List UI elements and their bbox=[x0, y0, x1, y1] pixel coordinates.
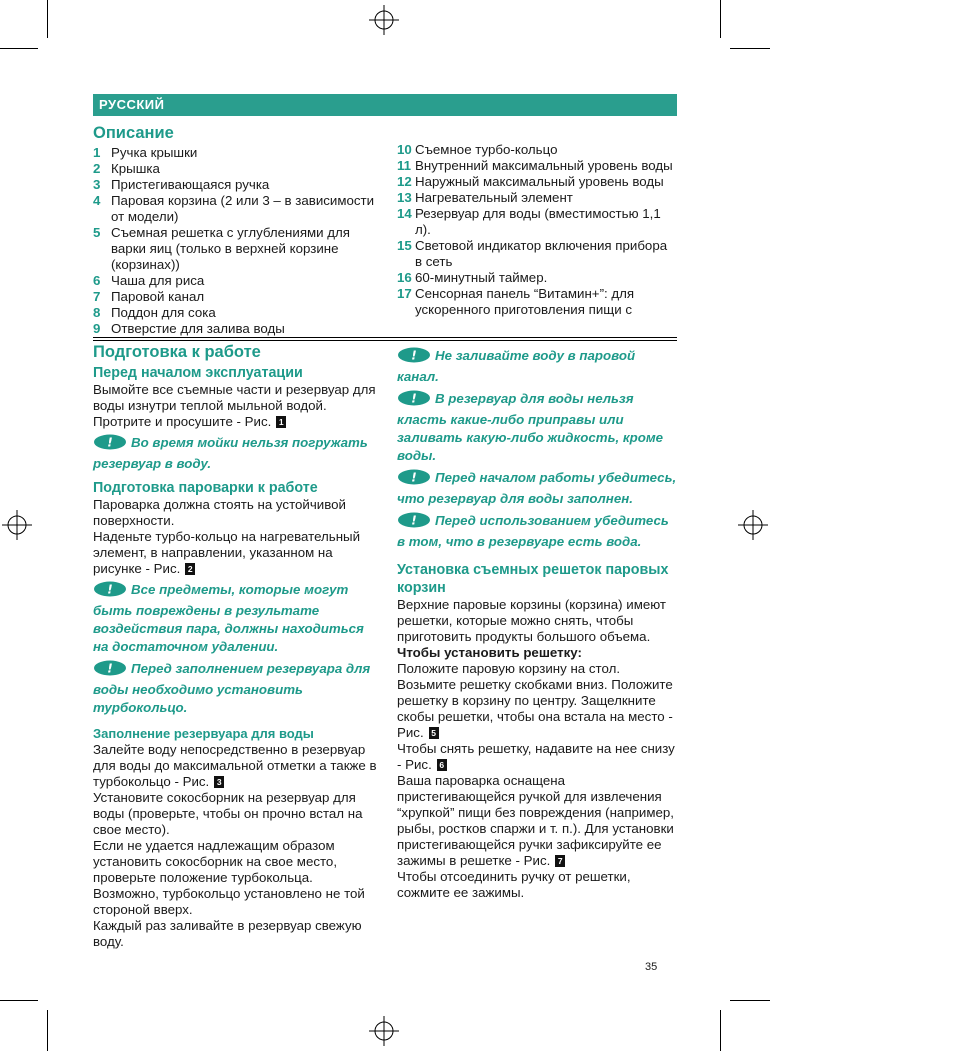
paragraph-text: Положите паровую корзину на стол. Возьмите решетку скобками вниз. Положите решетку в корзину по центру. Защелкните скобы решетки, чтобы она встала на место - Рис. bbox=[397, 661, 673, 740]
registration-mark-icon bbox=[369, 1016, 399, 1046]
warning-text: Перед заполнением резервуара для воды необходимо установить турбокольцо. bbox=[93, 661, 371, 715]
item-text: Паровой канал bbox=[111, 289, 205, 304]
paragraph-text: Протрите и просушите - Рис. bbox=[93, 414, 272, 429]
list-item bbox=[93, 193, 378, 225]
warning-icon bbox=[397, 512, 431, 533]
warning-text: В резервуар для воды нельзя класть какие-либо приправы или заливать какую-либо жидкость, кроме воды. bbox=[397, 391, 664, 463]
item-text: Нагревательный элемент bbox=[415, 190, 573, 205]
item-text: Крышка bbox=[111, 161, 160, 176]
figure-ref: 3 bbox=[214, 776, 224, 788]
warning-note bbox=[397, 469, 679, 508]
list-item bbox=[93, 177, 378, 193]
section-divider bbox=[93, 340, 677, 341]
prep-left-column bbox=[93, 342, 378, 950]
figure-ref: 2 bbox=[185, 563, 195, 575]
subtitle-before-use: Перед началом эксплуатации bbox=[93, 365, 303, 381]
section-divider bbox=[93, 337, 677, 338]
paragraph: Каждый раз заливайте в резервуар свежую воду. bbox=[93, 918, 362, 949]
crop-mark bbox=[730, 48, 770, 49]
item-number: 16 bbox=[397, 270, 412, 285]
item-text: Наружный максимальный уровень воды bbox=[415, 174, 664, 189]
list-item bbox=[397, 270, 677, 286]
list-item bbox=[93, 321, 378, 337]
registration-mark-icon bbox=[369, 5, 399, 35]
warning-note bbox=[93, 660, 378, 717]
svg-text:!: ! bbox=[107, 661, 113, 676]
item-text: Съемное турбо-кольцо bbox=[415, 142, 558, 157]
paragraph: Верхние паровые корзины (корзина) имеют решетки, которые можно снять, чтобы приготовить продукты большого объема. bbox=[397, 597, 666, 644]
warning-text: Перед началом работы убедитесь, что резервуар для воды заполнен. bbox=[397, 470, 677, 506]
description-list-left bbox=[93, 145, 378, 337]
list-item bbox=[93, 289, 378, 305]
warning-icon bbox=[397, 390, 431, 411]
item-number: 2 bbox=[93, 161, 101, 176]
warning-icon bbox=[397, 347, 431, 368]
item-number: 1 bbox=[93, 145, 101, 160]
subtitle-setup: Подготовка пароварки к работе bbox=[93, 480, 318, 496]
svg-text:!: ! bbox=[411, 391, 417, 406]
svg-text:!: ! bbox=[411, 513, 417, 528]
crop-mark bbox=[730, 1000, 770, 1001]
paragraph bbox=[397, 773, 679, 869]
list-item bbox=[397, 158, 677, 174]
item-number: 5 bbox=[93, 225, 101, 240]
section-title-description: Описание bbox=[93, 124, 174, 142]
paragraph: Пароварка должна стоять на устойчивой поверхности. bbox=[93, 497, 346, 528]
item-number: 9 bbox=[93, 321, 101, 336]
paragraph: Чтобы отсоединить ручку от решетки, сожмите ее зажимы. bbox=[397, 869, 631, 900]
language-header-bar bbox=[93, 94, 677, 116]
paragraph-text: Залейте воду непосредственно в резервуар для воды до максимальной отметки а также в турбокольцо - Рис. bbox=[93, 742, 377, 789]
list-item bbox=[93, 225, 378, 273]
svg-text:!: ! bbox=[107, 582, 113, 597]
item-text: Ручка крышки bbox=[111, 145, 198, 160]
paragraph-text: Чтобы снять решетку, надавите на нее снизу - Рис. bbox=[397, 741, 675, 772]
item-text: Пристегивающаяся ручка bbox=[111, 177, 270, 192]
crop-mark bbox=[47, 1010, 48, 1051]
item-text: Отверстие для залива воды bbox=[111, 321, 285, 336]
list-item bbox=[397, 286, 677, 318]
description-list-right bbox=[397, 142, 677, 318]
item-number: 6 bbox=[93, 273, 101, 288]
page-number: 35 bbox=[645, 961, 658, 973]
warning-icon bbox=[93, 660, 127, 681]
list-item bbox=[93, 305, 378, 321]
warning-icon bbox=[93, 581, 127, 602]
item-number: 14 bbox=[397, 206, 412, 221]
prep-right-column bbox=[397, 347, 679, 901]
description-left-column bbox=[93, 123, 378, 337]
warning-note bbox=[93, 581, 378, 656]
warning-note bbox=[397, 512, 679, 551]
paragraph bbox=[397, 661, 679, 741]
list-item bbox=[397, 190, 677, 206]
figure-ref: 7 bbox=[555, 855, 565, 867]
language-label: РУССКИЙ bbox=[99, 97, 165, 112]
list-item bbox=[93, 145, 378, 161]
svg-text:!: ! bbox=[107, 435, 113, 450]
item-text: Световой индикатор включения прибора в сеть bbox=[415, 238, 668, 269]
paragraph: Установите сокосборник на резервуар для воды (проверьте, чтобы он прочно встал на свое место). bbox=[93, 790, 363, 837]
item-text: Паровая корзина (2 или 3 – в зависимости от модели) bbox=[111, 193, 375, 224]
warning-text: Не заливайте воду в паровой канал. bbox=[397, 348, 636, 384]
crop-mark bbox=[720, 0, 721, 38]
warning-note bbox=[93, 434, 378, 473]
list-item bbox=[93, 161, 378, 177]
item-number: 3 bbox=[93, 177, 101, 192]
item-number: 4 bbox=[93, 193, 101, 208]
paragraph-text: Ваша пароварка оснащена пристегивающейся ручкой для извлечения “хрупкой” пищи без повреждения (например, рыбы, ростков спаржи и т. п.). Для установки пристегивающейся ручки зафиксируйте ее зажимы в решетке - Рис. bbox=[397, 773, 674, 868]
svg-text:!: ! bbox=[411, 348, 417, 363]
warning-note bbox=[397, 347, 679, 386]
item-text: Сенсорная панель “Витамин+”: для ускоренного приготовления пищи с bbox=[415, 286, 635, 317]
figure-ref: 1 bbox=[276, 416, 286, 428]
svg-text:!: ! bbox=[411, 470, 417, 485]
list-item bbox=[93, 273, 378, 289]
item-number: 10 bbox=[397, 142, 412, 157]
crop-mark bbox=[720, 1010, 721, 1051]
warning-icon bbox=[93, 434, 127, 455]
warning-text: Перед использованием убедитесь в том, что в резервуаре есть вода. bbox=[397, 513, 669, 549]
item-text: Внутренний максимальный уровень воды bbox=[415, 158, 673, 173]
warning-note bbox=[397, 390, 679, 465]
crop-mark bbox=[0, 1000, 38, 1001]
item-text: Резервуар для воды (вместимостью 1,1 л). bbox=[415, 206, 661, 237]
crop-mark bbox=[0, 48, 38, 49]
paragraph bbox=[93, 414, 378, 430]
warning-text: Все предметы, которые могут быть повреждены в результате воздействия пара, должны находиться на достаточном удалении. bbox=[93, 582, 364, 654]
figure-ref: 6 bbox=[437, 759, 447, 771]
subtitle-fill: Заполнение резервуара для воды bbox=[93, 726, 314, 741]
item-number: 13 bbox=[397, 190, 412, 205]
item-number: 12 bbox=[397, 174, 412, 189]
paragraph bbox=[397, 741, 679, 773]
registration-mark-icon bbox=[738, 510, 768, 540]
paragraph-text: Наденьте турбо-кольцо на нагревательный элемент, в направлении, указанном на рисунке - Рис. bbox=[93, 529, 361, 576]
item-number: 11 bbox=[397, 158, 412, 173]
warning-text: Во время мойки нельзя погружать резервуар в воду. bbox=[93, 435, 368, 471]
paragraph: Вымойте все съемные части и резервуар для воды изнутри теплой мыльной водой. bbox=[93, 382, 376, 413]
item-number: 7 bbox=[93, 289, 101, 304]
paragraph bbox=[93, 742, 378, 790]
paragraph bbox=[93, 529, 378, 577]
item-number: 17 bbox=[397, 286, 412, 301]
item-text: Чаша для риса bbox=[111, 273, 205, 288]
item-number: 15 bbox=[397, 238, 412, 253]
description-right-column bbox=[397, 142, 677, 318]
subtitle-grids: Установка съемных решеток паровых корзин bbox=[397, 562, 669, 596]
list-item bbox=[397, 206, 677, 238]
figure-ref: 5 bbox=[429, 727, 439, 739]
item-text: 60-минутный таймер. bbox=[415, 270, 548, 285]
paragraph-bold: Чтобы установить решетку: bbox=[397, 645, 582, 660]
list-item bbox=[397, 174, 677, 190]
registration-mark-icon bbox=[2, 510, 32, 540]
list-item bbox=[397, 142, 677, 158]
section-title-prep: Подготовка к работе bbox=[93, 343, 261, 361]
crop-mark bbox=[47, 0, 48, 38]
item-number: 8 bbox=[93, 305, 101, 320]
item-text: Съемная решетка с углублениями для варки яиц (только в верхней корзине (корзинах)) bbox=[111, 225, 351, 272]
list-item bbox=[397, 238, 677, 270]
paragraph: Если не удается надлежащим образом установить сокосборник на свое место, проверьте положение турбокольца. Возможно, турбокольцо установлено не той стороной вверх. bbox=[93, 838, 365, 917]
item-text: Поддон для сока bbox=[111, 305, 216, 320]
warning-icon bbox=[397, 469, 431, 490]
